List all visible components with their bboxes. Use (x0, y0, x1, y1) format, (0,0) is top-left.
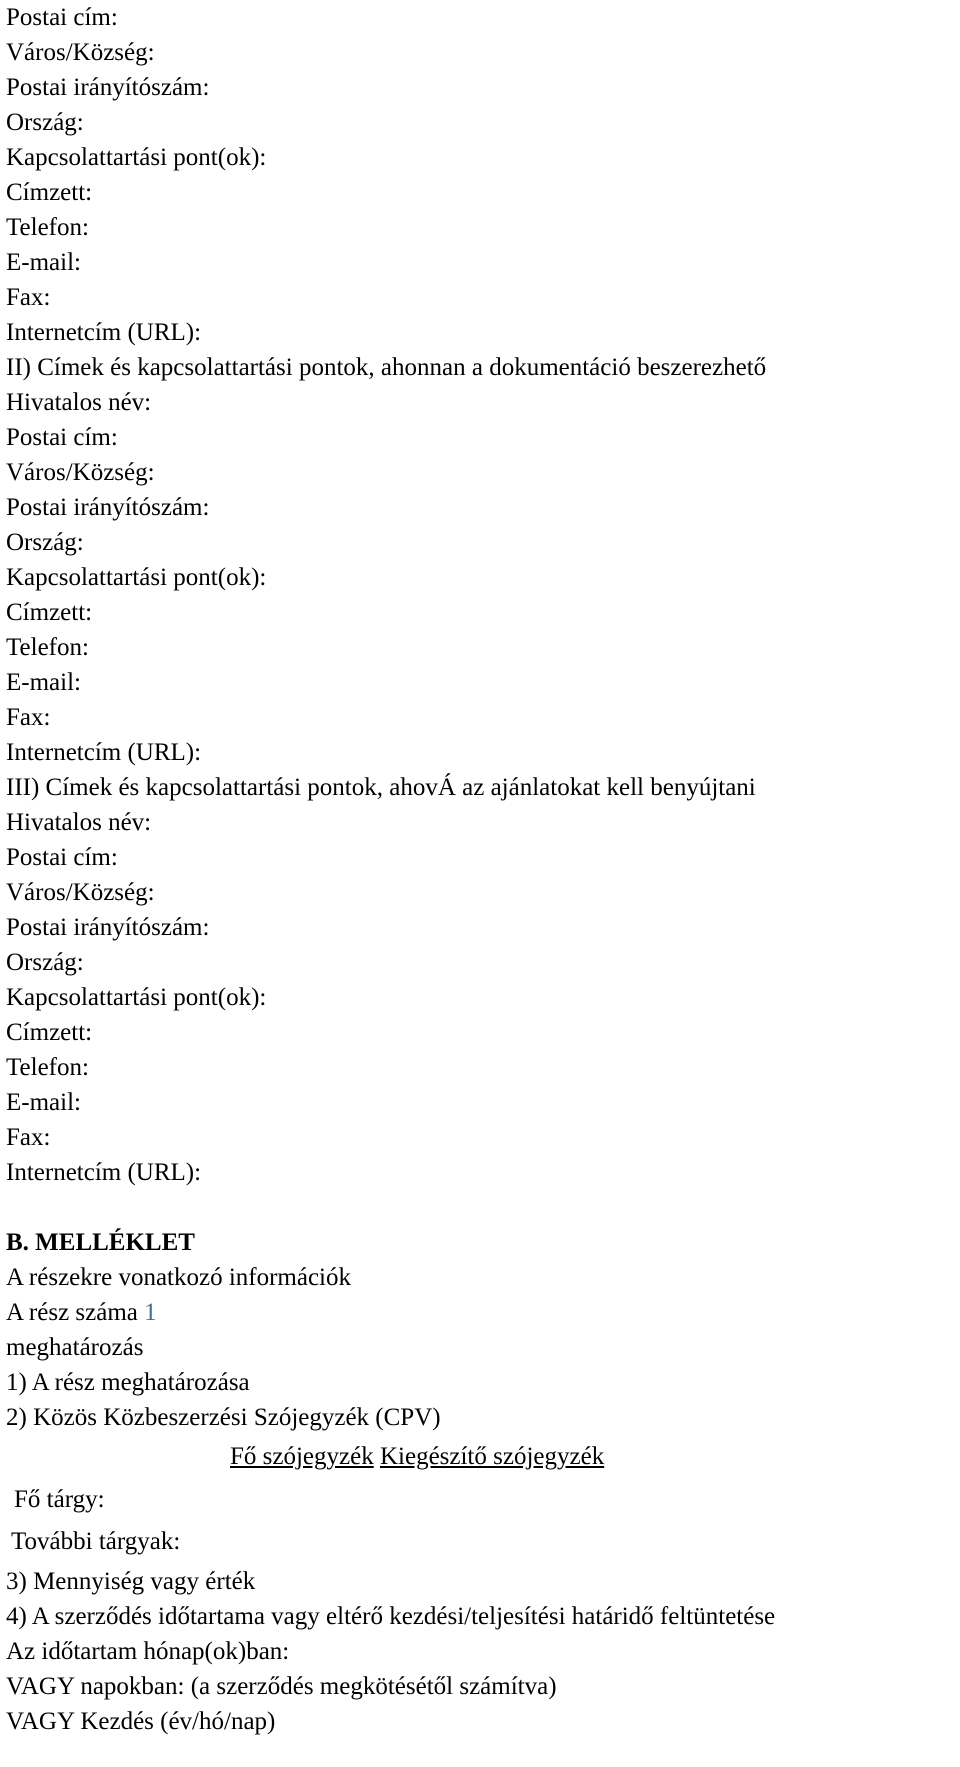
annex-title: B. MELLÉKLET (6, 1229, 195, 1256)
field-email: E-mail: (6, 249, 81, 276)
field-fax: Fax: (6, 1124, 51, 1151)
field-city: Város/Község: (6, 459, 155, 486)
cpv-header-row (6, 1435, 960, 1480)
duration-days: VAGY napokban: (a szerződés megkötésétől számítva) (6, 1673, 557, 1700)
field-contact-points: Kapcsolattartási pont(ok): (6, 144, 267, 171)
field-postal-code: Postai irányítószám: (6, 914, 210, 941)
field-url: Internetcím (URL): (6, 739, 202, 766)
field-official-name: Hivatalos név: (6, 809, 152, 836)
section-3-heading: III) Címek és kapcsolattartási pontok, ahovÁ az ajánlatokat kell benyújtani (6, 774, 756, 801)
field-addressee: Címzett: (6, 599, 93, 626)
main-subject-label: Fő tárgy: (14, 1486, 105, 1513)
section-2 (6, 350, 960, 770)
field-url: Internetcím (URL): (6, 319, 202, 346)
field-fax: Fax: (6, 704, 51, 731)
part-number-label: A rész száma (6, 1299, 138, 1326)
field-addressee: Címzett: (6, 179, 93, 206)
field-country: Ország: (6, 109, 84, 136)
item-3-quantity: 3) Mennyiség vagy érték (6, 1568, 256, 1595)
item-4-duration: 4) A szerződés időtartama vagy eltérő kezdési/teljesítési határidő feltüntetése (6, 1603, 776, 1630)
cpv-main-vocabulary: Fő szójegyzék (230, 1443, 374, 1470)
item-1-part-definition: 1) A rész meghatározása (6, 1369, 250, 1396)
item-2-cpv: 2) Közös Közbeszerzési Szójegyzék (CPV) (6, 1404, 441, 1431)
additional-subjects-label: További tárgyak: (11, 1528, 181, 1555)
field-url: Internetcím (URL): (6, 1159, 202, 1186)
part-number-value: 1 (144, 1299, 157, 1326)
additional-subjects-row (6, 1522, 960, 1564)
field-city: Város/Község: (6, 39, 155, 66)
field-official-name: Hivatalos név: (6, 389, 152, 416)
field-postal-code: Postai irányítószám: (6, 494, 210, 521)
cpv-supplementary-vocabulary: Kiegészítő szójegyzék (379, 1443, 605, 1470)
cpv-header (230, 1439, 604, 1474)
duration-months: Az időtartam hónap(ok)ban: (6, 1638, 290, 1665)
field-postal-address: Postai cím: (6, 4, 118, 31)
field-addressee: Címzett: (6, 1019, 93, 1046)
section-3 (6, 770, 960, 1190)
main-subject-row (6, 1480, 960, 1522)
part-number-line (6, 1295, 960, 1330)
field-phone: Telefon: (6, 214, 89, 241)
field-contact-points: Kapcsolattartási pont(ok): (6, 984, 267, 1011)
spacer (6, 1190, 960, 1225)
field-postal-address: Postai cím: (6, 844, 118, 871)
section-1-fields (6, 0, 960, 350)
field-phone: Telefon: (6, 1054, 89, 1081)
field-email: E-mail: (6, 1089, 81, 1116)
field-email: E-mail: (6, 669, 81, 696)
field-postal-code: Postai irányítószám: (6, 74, 210, 101)
field-phone: Telefon: (6, 634, 89, 661)
field-country: Ország: (6, 949, 84, 976)
field-postal-address: Postai cím: (6, 424, 118, 451)
annex-b (6, 1225, 960, 1739)
duration-start: VAGY Kezdés (év/hó/nap) (6, 1708, 276, 1735)
annex-subtitle: A részekre vonatkozó információk (6, 1264, 352, 1291)
section-2-heading: II) Címek és kapcsolattartási pontok, ahonnan a dokumentáció beszerezhető (6, 354, 767, 381)
field-country: Ország: (6, 529, 84, 556)
field-city: Város/Község: (6, 879, 155, 906)
field-fax: Fax: (6, 284, 51, 311)
definition-label: meghatározás (6, 1334, 144, 1361)
field-contact-points: Kapcsolattartási pont(ok): (6, 564, 267, 591)
